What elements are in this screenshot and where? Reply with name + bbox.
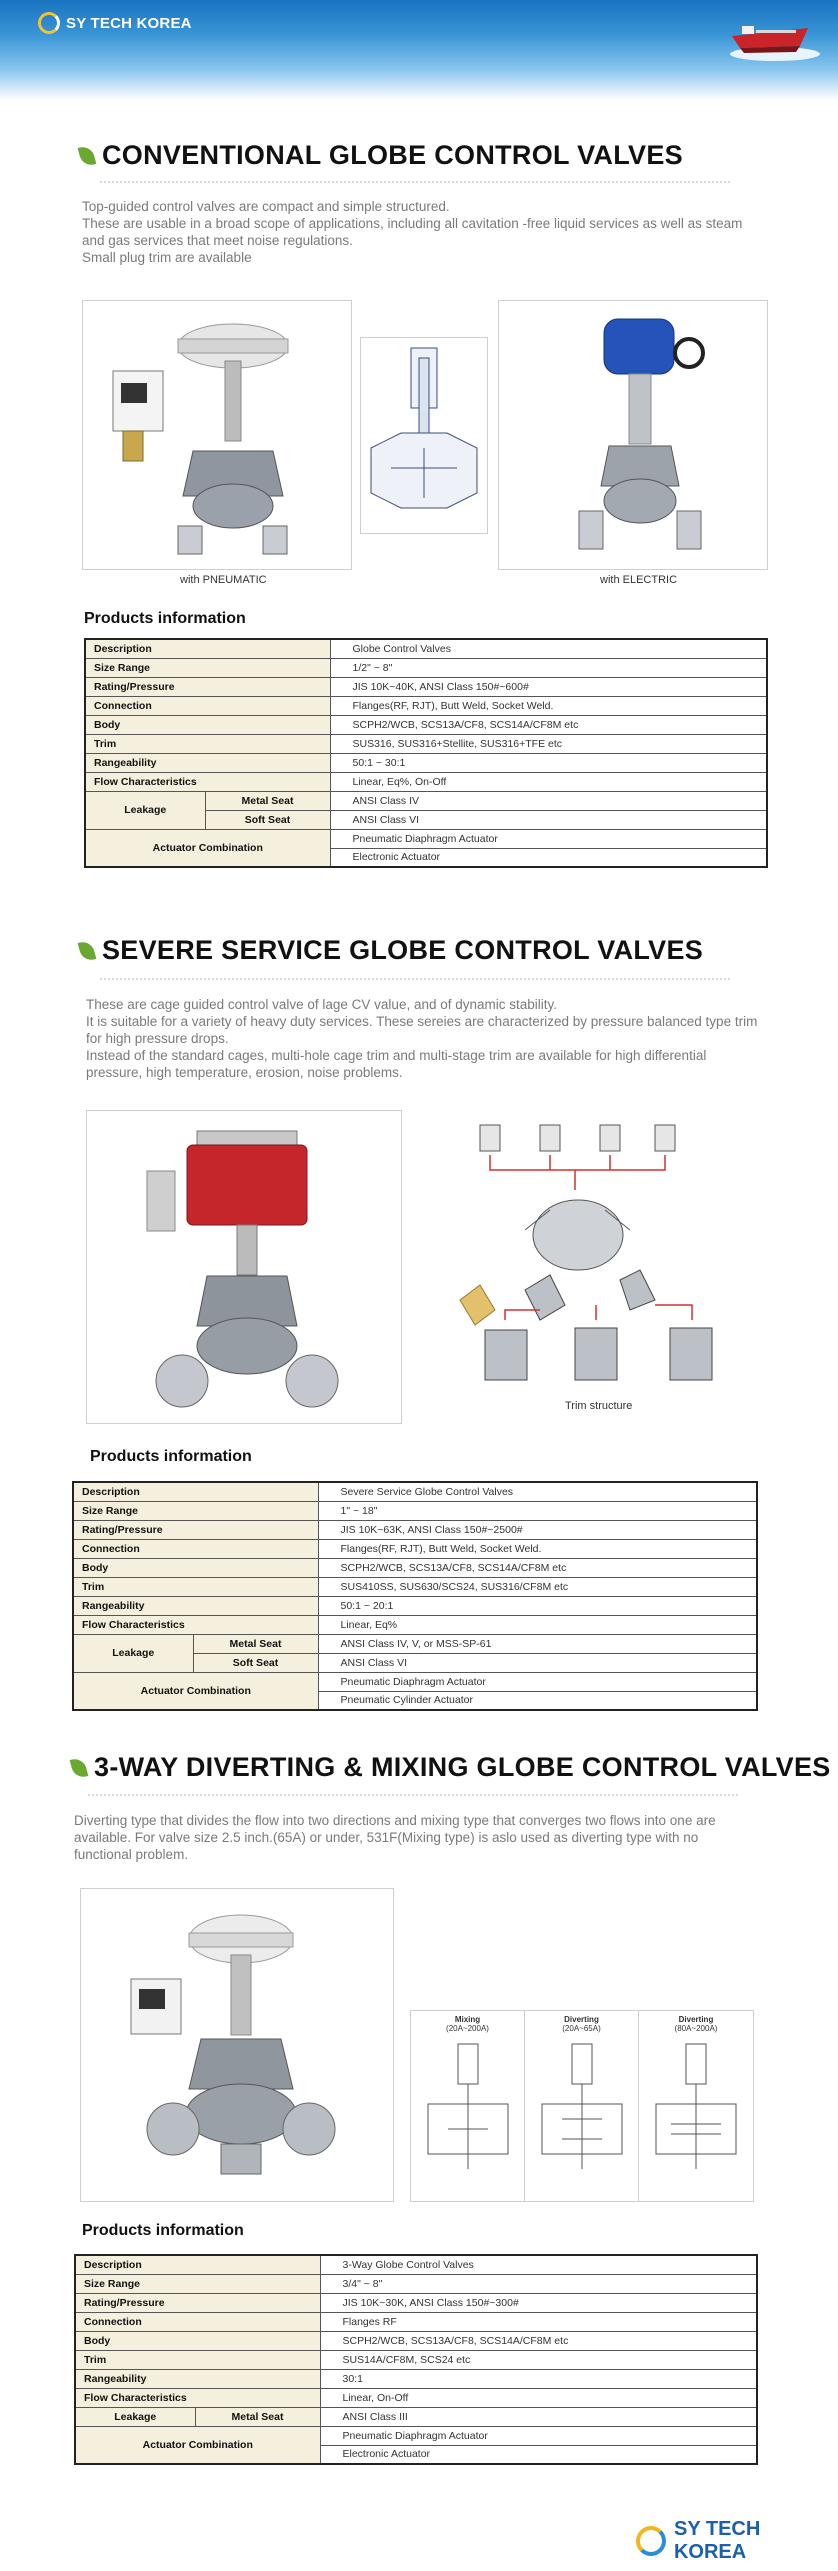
diagram-diverting-large: [639, 2011, 753, 2201]
valve-cross-section-drawing: [360, 337, 488, 534]
table-row: [75, 2331, 757, 2350]
description-line: Small plug trim are available: [82, 250, 252, 265]
row-label: Body: [73, 1558, 318, 1577]
row-label: Rangeability: [85, 753, 330, 772]
leaf-icon: [70, 1756, 89, 1779]
row-label: Description: [75, 2255, 320, 2274]
logo-ring-icon: [38, 12, 60, 34]
row-value: JIS 10K~30K, ANSI Class 150#~300#: [320, 2293, 757, 2312]
description-line: Instead of the standard cages, multi-hole cage trim and multi-stage trim are available for high differential pressure, high temperature, erosion, noise problems.: [86, 1048, 707, 1080]
row-value: ANSI Class III: [320, 2407, 757, 2426]
row-value: 1/2" ~ 8": [330, 658, 767, 677]
section-title-3-way: [72, 1752, 831, 1783]
row-value: 1" ~ 18": [318, 1501, 757, 1520]
ship-icon: [720, 6, 820, 64]
table-row: [73, 1501, 757, 1520]
table-row: [73, 1520, 757, 1539]
row-value: SCPH2/WCB, SCS13A/CF8, SCS14A/CF8M etc: [320, 2331, 757, 2350]
row-label: Description: [85, 639, 330, 658]
table-row: [85, 658, 767, 677]
diagram-type-label: Mixing: [454, 2015, 481, 2024]
row-value: Globe Control Valves: [330, 639, 767, 658]
table-row: [73, 1615, 757, 1634]
row-label: Trim: [73, 1577, 318, 1596]
row-sublabel: Metal Seat: [205, 791, 330, 810]
row-value: Electronic Actuator: [320, 2445, 757, 2464]
row-value: Flanges(RF, RJT), Butt Weld, Socket Weld.: [330, 696, 767, 715]
table-row: [75, 2312, 757, 2331]
row-value: Flanges RF: [320, 2312, 757, 2331]
section-description: [74, 1812, 724, 1863]
row-value: ANSI Class VI: [330, 810, 767, 829]
row-value: Pneumatic Diaphragm Actuator: [320, 2426, 757, 2445]
row-value: Pneumatic Cylinder Actuator: [318, 1691, 757, 1710]
row-value: Linear, Eq%: [318, 1615, 757, 1634]
row-label: Leakage: [85, 791, 205, 829]
footer-brand-logo[interactable]: [636, 2518, 838, 2564]
3-way-valve-illustration: [81, 1889, 393, 2201]
row-value: 30:1: [320, 2369, 757, 2388]
row-label: Rangeability: [75, 2369, 320, 2388]
row-label: Size Range: [85, 658, 330, 677]
row-label: Trim: [85, 734, 330, 753]
table-row: [85, 639, 767, 658]
row-value: ANSI Class IV: [330, 791, 767, 810]
diagram-mixing: [411, 2011, 525, 2201]
row-value: 3-Way Globe Control Valves: [320, 2255, 757, 2274]
table-row: [75, 2426, 757, 2445]
description-line: These are cage guided control valve of lage CV value, and of dynamic stability.: [86, 997, 558, 1012]
row-label: Rangeability: [73, 1596, 318, 1615]
table-row: [85, 829, 767, 848]
row-label: Rating/Pressure: [85, 677, 330, 696]
products-information-title: Products information: [82, 2222, 244, 2239]
section-heading: CONVENTIONAL GLOBE CONTROL VALVES: [102, 140, 683, 170]
logo-ring-icon: [636, 2526, 666, 2556]
row-value: 50:1 ~ 20:1: [318, 1596, 757, 1615]
section-description: [82, 198, 754, 266]
table-row: [75, 2388, 757, 2407]
products-information-title: Products information: [84, 610, 246, 627]
row-sublabel: Metal Seat: [195, 2407, 320, 2426]
pneumatic-valve-photo: [82, 300, 352, 570]
section-heading: 3-WAY DIVERTING & MIXING GLOBE CONTROL VALVES: [94, 1752, 831, 1782]
section-heading: SEVERE SERVICE GLOBE CONTROL VALVES: [102, 935, 704, 965]
row-value: SCPH2/WCB, SCS13A/CF8, SCS14A/CF8M etc: [318, 1558, 757, 1577]
description-line: It is suitable for a variety of heavy duty services. These sereies are characterized by pressure balanced type trim for high pressure drops.: [86, 1014, 758, 1046]
table-row: [85, 677, 767, 696]
valve-electric-illustration: [499, 301, 767, 569]
diagram-diverting-small: [525, 2011, 639, 2201]
table-row: [85, 772, 767, 791]
leaf-icon: [78, 939, 97, 962]
table-row: [85, 734, 767, 753]
diagram-range-label: (20A~200A): [446, 2024, 489, 2033]
table-row: [75, 2369, 757, 2388]
row-label: Rating/Pressure: [73, 1520, 318, 1539]
row-value: SCPH2/WCB, SCS13A/CF8, SCS14A/CF8M etc: [330, 715, 767, 734]
row-label: Connection: [85, 696, 330, 715]
table-row: [73, 1539, 757, 1558]
row-value: 3/4" ~ 8": [320, 2274, 757, 2293]
table-row: [73, 1577, 757, 1596]
footer-brand-name: SY TECH KOREA: [673, 2518, 761, 2563]
row-label: Body: [85, 715, 330, 734]
caption-pneumatic: with PNEUMATIC: [180, 574, 267, 586]
table-row: [73, 1596, 757, 1615]
table-row: [75, 2350, 757, 2369]
table-row: [75, 2407, 757, 2426]
section-title-conventional: [80, 140, 683, 171]
table-row: [75, 2274, 757, 2293]
electric-valve-photo: [498, 300, 768, 570]
dotted-divider: [100, 181, 730, 183]
row-value: Pneumatic Diaphragm Actuator: [330, 829, 767, 848]
row-value: Severe Service Globe Control Valves: [318, 1482, 757, 1501]
row-label: Leakage: [73, 1634, 193, 1672]
table-row: [75, 2293, 757, 2312]
leaf-icon: [78, 144, 97, 167]
row-value: SUS14A/CF8M, SCS24 etc: [320, 2350, 757, 2369]
trim-exploded-diagram: [430, 1110, 760, 1410]
row-value: ANSI Class VI: [318, 1653, 757, 1672]
dotted-divider: [100, 978, 730, 980]
description-line: Top-guided control valves are compact and simple structured.: [82, 199, 450, 214]
row-label: Size Range: [75, 2274, 320, 2293]
row-label: Trim: [75, 2350, 320, 2369]
row-sublabel: Soft Seat: [193, 1653, 318, 1672]
spec-table-severe-service: [72, 1481, 758, 1711]
row-label: Size Range: [73, 1501, 318, 1520]
table-row: [85, 696, 767, 715]
diverting-diagram-icon: [532, 2039, 632, 2189]
table-row: [75, 2255, 757, 2274]
3-way-valve-photo: [80, 1888, 394, 2202]
description-line: These are usable in a broad scope of applications, including all cavitation -free liquid services as well as steam and gas services that meet noise regulations.: [82, 216, 743, 248]
row-value: Pneumatic Diaphragm Actuator: [318, 1672, 757, 1691]
diagram-type-label: Diverting: [564, 2015, 599, 2024]
section-description: [86, 996, 758, 1081]
row-value: Linear, On-Off: [320, 2388, 757, 2407]
table-row: [73, 1482, 757, 1501]
table-row: [85, 791, 767, 810]
row-sublabel: Soft Seat: [205, 810, 330, 829]
row-value: Electronic Actuator: [330, 848, 767, 867]
row-value: Flanges(RF, RJT), Butt Weld, Socket Weld.: [318, 1539, 757, 1558]
row-label: Flow Characteristics: [75, 2388, 320, 2407]
row-label: Actuator Combination: [85, 829, 330, 867]
row-label: Flow Characteristics: [73, 1615, 318, 1634]
table-row: [73, 1558, 757, 1577]
section-title-severe-service: [80, 935, 703, 966]
row-label: Actuator Combination: [75, 2426, 320, 2464]
products-information-title: Products information: [90, 1448, 252, 1465]
row-value: Linear, Eq%, On-Off: [330, 772, 767, 791]
page-header: [0, 0, 838, 100]
row-label: Flow Characteristics: [85, 772, 330, 791]
row-value: JIS 10K~40K, ANSI Class 150#~600#: [330, 677, 767, 696]
row-label: Actuator Combination: [73, 1672, 318, 1710]
row-value: SUS316, SUS316+Stellite, SUS316+TFE etc: [330, 734, 767, 753]
row-value: ANSI Class IV, V, or MSS-SP-61: [318, 1634, 757, 1653]
row-label: Connection: [73, 1539, 318, 1558]
cross-section-illustration: [361, 338, 487, 533]
row-value: 50:1 ~ 30:1: [330, 753, 767, 772]
row-label: Leakage: [75, 2407, 195, 2426]
diverting-large-diagram-icon: [646, 2039, 746, 2189]
trim-structure-illustration: [430, 1110, 760, 1410]
diagram-range-label: (20A~65A): [562, 2024, 601, 2033]
caption-electric: with ELECTRIC: [600, 574, 678, 586]
brand-logo[interactable]: [38, 12, 192, 34]
table-row: [85, 715, 767, 734]
diagram-type-label: Diverting: [678, 2015, 714, 2024]
row-sublabel: Metal Seat: [193, 1634, 318, 1653]
dotted-divider: [88, 1794, 738, 1796]
severe-valve-illustration: [87, 1111, 401, 1423]
brand-name: SY TECH KOREA: [66, 14, 192, 32]
diagram-range-label: (80A~200A): [674, 2024, 718, 2033]
trim-structure-caption: Trim structure: [565, 1400, 633, 1412]
3-way-diagrams: [410, 2010, 754, 2202]
table-row: [85, 753, 767, 772]
row-label: Description: [73, 1482, 318, 1501]
row-label: Body: [75, 2331, 320, 2350]
row-label: Rating/Pressure: [75, 2293, 320, 2312]
description-line: Diverting type that divides the flow into two directions and mixing type that converges two flows into one are available. For valve size 2.5 inch.(65A) or under, 531F(Mixing type) is aslo used as diverting type with no functional problem.: [74, 1813, 716, 1862]
row-value: JIS 10K~63K, ANSI Class 150#~2500#: [318, 1520, 757, 1539]
table-row: [73, 1672, 757, 1691]
mixing-diagram-icon: [418, 2039, 518, 2189]
severe-service-valve-photo: [86, 1110, 402, 1424]
spec-table-3-way: [74, 2254, 758, 2465]
table-row: [73, 1634, 757, 1653]
spec-table-conventional: [84, 638, 768, 868]
row-label: Connection: [75, 2312, 320, 2331]
valve-pneumatic-illustration: [83, 301, 351, 569]
row-value: SUS410SS, SUS630/SCS24, SUS316/CF8M etc: [318, 1577, 757, 1596]
